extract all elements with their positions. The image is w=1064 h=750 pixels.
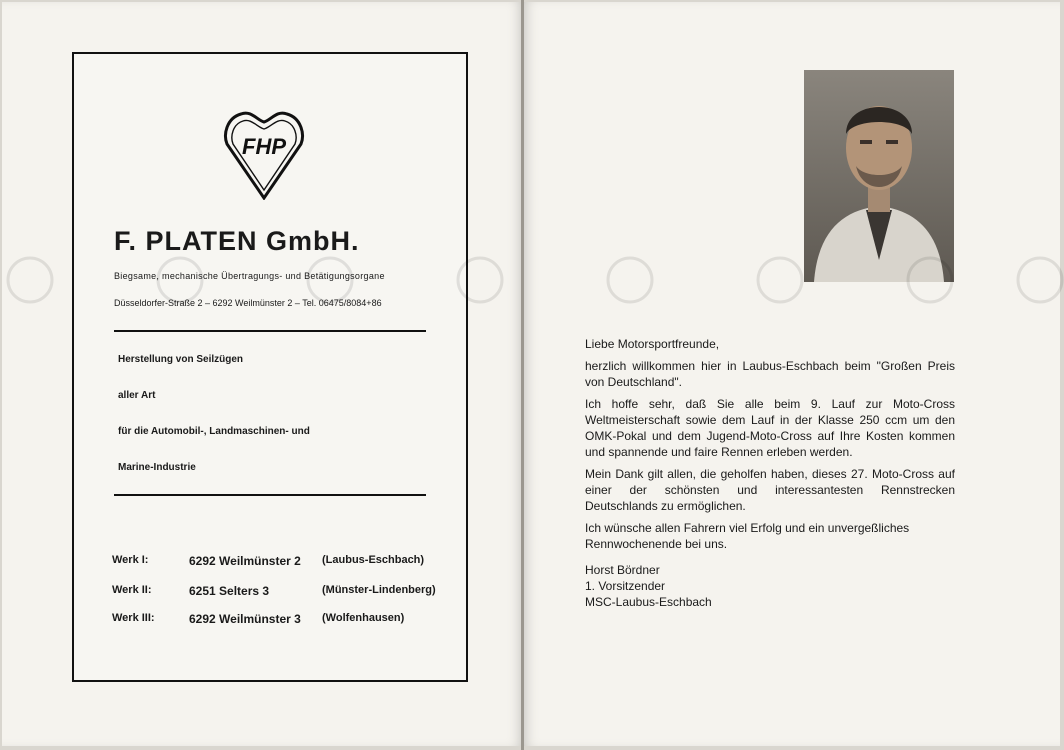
letter-signature: [585, 562, 955, 610]
left-page: [2, 2, 522, 746]
signature-club: MSC-Laubus-Eschbach: [585, 595, 712, 609]
letter-greeting: Liebe Motorsportfreunde,: [585, 337, 720, 351]
divider-bottom: [114, 494, 426, 496]
works-location: 6251 Selters 3: [189, 584, 270, 598]
letter-paragraph: Mein Dank gilt allen, die geholfen haben, dieses 27. Moto-Cross auf einer der schönsten und interessantesten Rennstrecken Deutschlands zu ermöglichen.: [585, 467, 955, 513]
works-label: Werk II:: [112, 584, 152, 596]
signature-title: 1. Vorsitzender: [585, 579, 666, 593]
works-location: 6292 Weilmünster 3: [189, 612, 301, 626]
product-line-3: für die Automobil-, Landmaschinen- und: [118, 426, 310, 437]
right-page: [524, 2, 1060, 746]
product-line-4: Marine-Industrie: [118, 462, 196, 473]
works-location: 6292 Weilmünster 2: [189, 554, 301, 568]
works-label: Werk III:: [112, 612, 155, 624]
letter-paragraph: Ich wünsche allen Fahrern viel Erfolg und ein unvergeßliches Rennwochenende bei uns.: [585, 521, 910, 551]
portrait-icon: [804, 70, 954, 282]
logo-text: FHP: [242, 134, 286, 159]
fhp-logo-icon: [221, 108, 307, 200]
works-district: (Wolfenhausen): [322, 612, 405, 624]
portrait-photo: [804, 70, 954, 282]
product-line-2: aller Art: [118, 390, 156, 401]
advertisement-box: [72, 52, 468, 682]
works-label: Werk I:: [112, 554, 149, 566]
letter-paragraph: Ich hoffe sehr, daß Sie alle beim 9. Lauf zur Moto-Cross Weltmeisterschaft sowie dem Lauf in der Klasse 250 ccm um den OMK-Pokal und dem Jugend-Moto-Cross auf Ihre Kosten kommen und spannende und faire Rennen erleben werden.: [585, 397, 955, 459]
letter-paragraph: herzlich willkommen hier in Laubus-Eschbach beim "Großen Preis von Deutschland".: [585, 359, 955, 389]
works-district: (Laubus-Eschbach): [322, 554, 425, 566]
divider-top: [114, 330, 426, 332]
works-district: (Münster-Lindenberg): [322, 584, 436, 596]
signature-name: Horst Bördner: [585, 563, 660, 577]
product-line-1: Herstellung von Seilzügen: [118, 354, 244, 365]
welcome-letter: [585, 336, 955, 610]
company-address: Düsseldorfer-Straße 2 – 6292 Weilmünster 2 – Tel. 06475/8084+86: [114, 298, 382, 308]
company-name: F. PLATEN GmbH.: [114, 226, 360, 256]
company-subtitle: Biegsame, mechanische Übertragungs- und Betätigungsorgane: [114, 271, 385, 281]
